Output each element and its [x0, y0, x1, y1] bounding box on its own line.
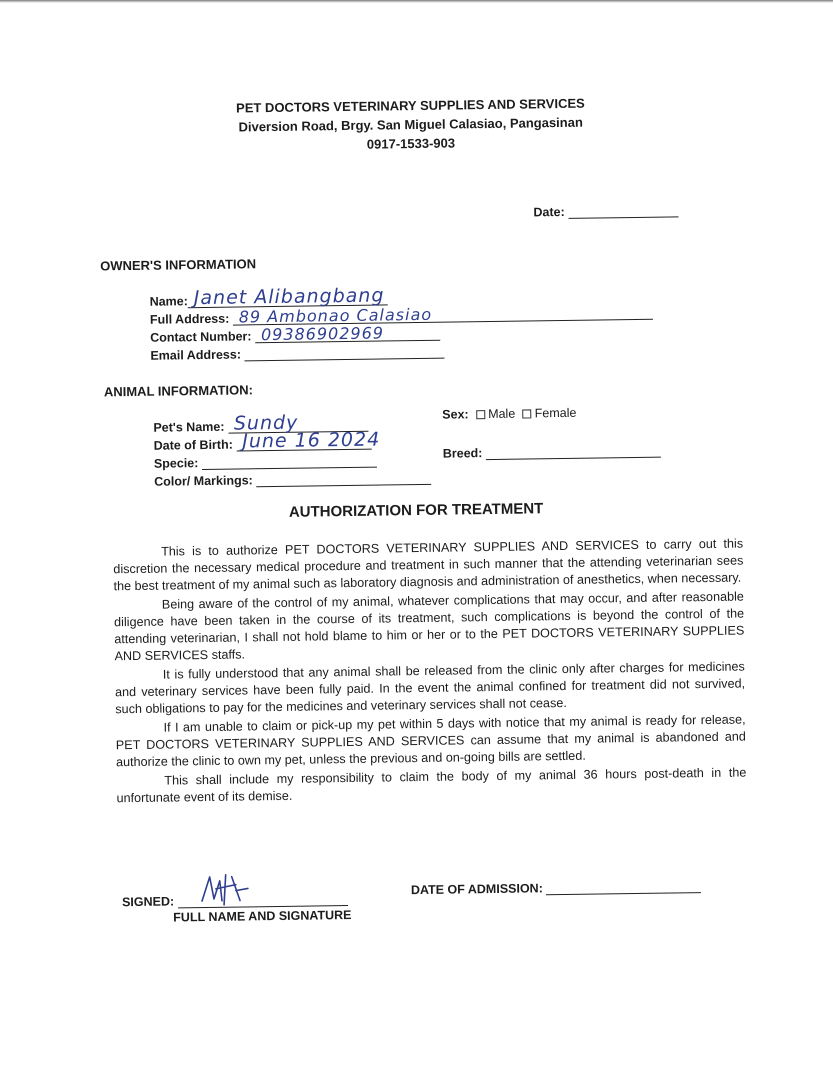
authorization-paragraph: It is fully understood that any animal shall be released from the clinic only after charges for medicines and veterinary services have been fully paid. In the event the animal confined for treatment did not survived, such obligations to pay for the medicines and veterinary services shall not cease.	[114, 659, 746, 717]
owner-contact-label: Contact Number:	[150, 329, 252, 345]
signature-field	[122, 891, 352, 925]
dob-line[interactable]	[236, 428, 381, 453]
authorization-body	[113, 535, 747, 809]
owner-address-label: Full Address:	[149, 311, 230, 327]
date-line[interactable]	[568, 202, 678, 219]
animal-section-title: ANIMAL INFORMATION:	[103, 382, 253, 400]
male-label: Male	[488, 406, 516, 422]
breed-label: Breed:	[442, 446, 483, 461]
signature-sublabel: FULL NAME AND SIGNATURE	[173, 907, 352, 925]
authorization-paragraph: This shall include my responsibility to claim the body of my animal 36 hours post-death in the unfortunate event of its demise.	[116, 765, 747, 806]
authorization-paragraph: Being aware of the control of my animal, whatever complications that may occur, and after reasonable diligence have been taken in the course of its treatment, such complications is beyond the control of the attending veterinarian, I shall not hold blame to him or her or to the PET DOCTORS VETERINARY SUPPLIES AND SERVICES staffs.	[114, 589, 745, 664]
specie-field	[154, 453, 377, 471]
owner-contact-field	[150, 323, 440, 345]
authorization-paragraph: This is to authorize PET DOCTORS VETERINARY SUPPLIES AND SERVICES to carry out this discretion the necessary medical procedure and treatment in such manner that the attending veterinarian sees the best treatment of my animal such as laboratory diagnosis and administration of anesthetics, when necessary.	[113, 536, 744, 594]
owner-address-line[interactable]	[233, 305, 653, 326]
owner-email-field	[150, 344, 444, 363]
signature-scribble-icon	[195, 870, 256, 909]
admission-line[interactable]	[546, 878, 701, 895]
date-label: Date:	[533, 204, 565, 220]
specie-line[interactable]	[202, 453, 377, 470]
breed-line[interactable]	[486, 443, 661, 460]
dob-value: June 16 2024	[242, 428, 381, 453]
owner-email-line[interactable]	[244, 344, 444, 362]
female-checkbox[interactable]	[523, 410, 532, 419]
male-checkbox[interactable]	[476, 410, 485, 419]
owner-contact-value: 09386902969	[260, 323, 385, 345]
business-address: Diversion Road, Brgy. San Miguel Calasiao, Pangasinan	[238, 114, 583, 135]
dob-field	[153, 428, 381, 453]
owner-email-label: Email Address:	[150, 347, 242, 363]
breed-field	[443, 443, 661, 461]
letterhead	[0, 90, 828, 159]
color-line[interactable]	[256, 470, 431, 487]
owner-address-value: 89 Ambonao Calasiao	[238, 304, 433, 327]
color-label: Color/ Markings:	[154, 473, 253, 489]
sex-label: Sex:	[442, 407, 469, 422]
owner-contact-line[interactable]	[255, 323, 440, 345]
admission-label: DATE OF ADMISSION:	[410, 881, 543, 898]
dob-label: Date of Birth:	[153, 437, 233, 453]
signed-label: SIGNED:	[121, 894, 175, 910]
business-phone: 0917-1533-903	[366, 135, 456, 152]
color-field	[154, 470, 431, 489]
owner-name-label: Name:	[149, 294, 188, 309]
authorization-paragraph: If I am unable to claim or pick-up my pet within 5 days with notice that my animal is ready for release, PET DOCTORS VETERINARY SUPPLIES AND SERVICES can assume that my animal is abandoned and authorize the clinic to own my pet, unless the previous and on-going bills are settled.	[115, 712, 746, 770]
pet-name-label: Pet's Name:	[153, 419, 225, 435]
owner-name-value: Janet Alibangbang	[193, 284, 385, 310]
pet-name-value: Sundy	[233, 411, 299, 435]
signature-line[interactable]	[177, 891, 347, 908]
specie-label: Specie:	[153, 456, 199, 471]
female-label: Female	[534, 405, 577, 421]
admission-field	[411, 878, 702, 897]
business-name: PET DOCTORS VETERINARY SUPPLIES AND SERVICES	[236, 95, 585, 116]
owner-section-title: OWNER'S INFORMATION	[100, 256, 257, 274]
authorization-title: AUTHORIZATION FOR TREATMENT	[288, 500, 544, 521]
sex-field	[442, 406, 576, 422]
date-field	[533, 202, 678, 219]
